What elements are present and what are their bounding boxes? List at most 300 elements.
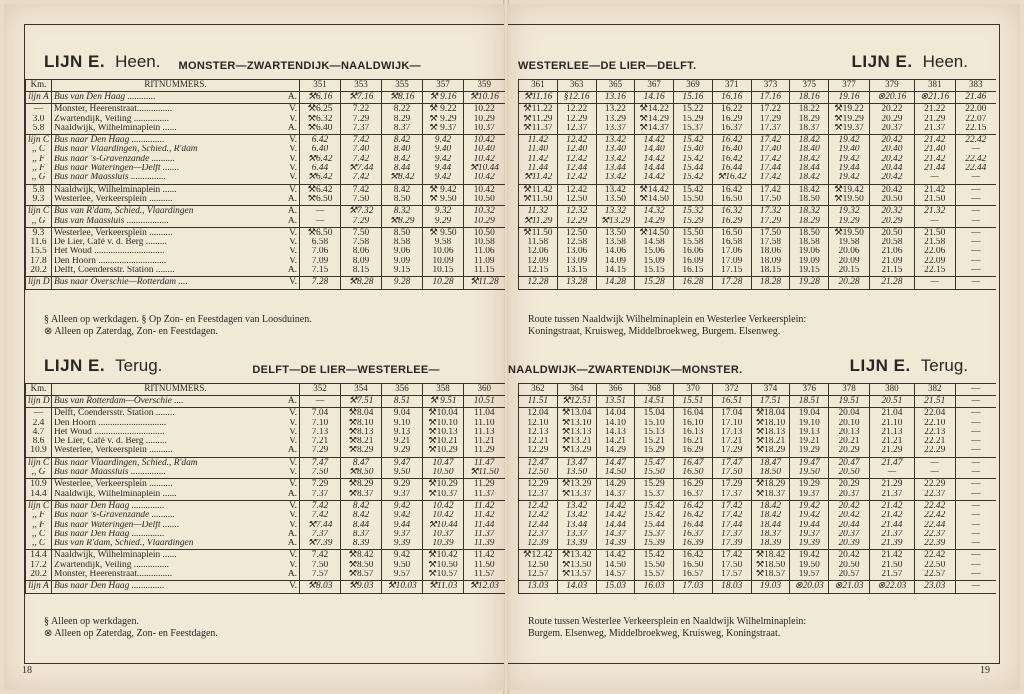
time-cell: 10.42	[464, 173, 505, 184]
time-cell: —	[955, 468, 996, 479]
time-cell: 16.50	[712, 227, 751, 238]
time-cell: ⚒18.04	[751, 408, 790, 419]
time-cell: —	[955, 561, 996, 570]
left-page	[4, 4, 504, 690]
km-cell: —	[26, 104, 52, 115]
time-cell: 21.37	[869, 530, 914, 539]
time-cell: 21.44	[914, 164, 955, 173]
time-cell: 9.06	[382, 247, 423, 256]
time-cell: 17.29	[712, 479, 751, 490]
stop-name: Naaldwijk, Wilhelminaplein ......	[54, 550, 177, 561]
time-cell: 9.39	[382, 539, 423, 550]
time-cell: ⚒10.57	[423, 570, 464, 581]
time-cell: 11.57	[464, 570, 505, 581]
time-cell: ⚒6.42	[300, 155, 341, 164]
time-cell: ⚒7.16	[341, 92, 382, 104]
table-row	[519, 500, 997, 511]
time-cell: 16.44	[674, 521, 713, 530]
time-cell: 13.06	[557, 247, 596, 256]
time-cell: ⚒11.50	[519, 227, 558, 238]
table-row	[26, 457, 505, 468]
time-cell: 18.39	[751, 539, 790, 550]
time-cell: ⚒6.32	[300, 115, 341, 124]
ritnummers-header: RITNUMMERS.	[52, 384, 300, 396]
time-cell: 9.09	[382, 257, 423, 266]
time-cell: 7.09	[300, 257, 341, 266]
heen-header-right	[518, 42, 968, 72]
time-cell: 20.29	[869, 217, 914, 228]
time-cell: 20.42	[829, 500, 870, 511]
time-cell: 19.04	[790, 408, 829, 419]
time-cell: ⚒ 9.22	[423, 104, 464, 115]
time-cell: 9.28	[382, 277, 423, 289]
time-cell: ⚒ 9.50	[423, 195, 464, 206]
time-cell: 13.40	[596, 145, 635, 154]
time-cell: 16.37	[674, 490, 713, 501]
stop-name-cell	[52, 227, 300, 238]
table-row	[26, 419, 505, 428]
time-cell: ⚒13.37	[557, 490, 596, 501]
time-cell: 12.50	[557, 195, 596, 206]
time-cell: 21.58	[914, 238, 955, 247]
terug-route-right: NAALDWIJK—ZWARTENDIJK—MONSTER.	[508, 364, 743, 376]
time-cell: —	[955, 530, 996, 539]
table-row	[519, 550, 997, 561]
time-cell: 17.50	[712, 468, 751, 479]
arr-dep-marker: V.	[289, 511, 297, 521]
note-line: Koningstraat, Kruisweg, Middelbroekweg, Burgem. Elsenweg.	[528, 326, 781, 337]
arr-dep-marker: V.	[289, 520, 297, 530]
time-cell: 17.10	[712, 419, 751, 428]
time-cell: ⚒8.42	[382, 173, 423, 184]
time-cell: ⚒11.29	[519, 115, 558, 124]
time-cell: ⚒6.25	[300, 104, 341, 115]
time-cell: ⚒19.22	[829, 104, 870, 115]
time-cell: ⚒7.39	[300, 539, 341, 550]
time-cell: —	[300, 396, 341, 408]
table-row	[519, 135, 997, 146]
time-cell: 12.57	[519, 570, 558, 581]
time-cell: —	[955, 490, 996, 501]
arr-dep-marker: A.	[287, 489, 297, 499]
table-row	[26, 115, 505, 124]
arr-dep-marker: V.	[289, 408, 297, 419]
time-cell: 6.58	[300, 238, 341, 247]
time-cell: 14.44	[635, 164, 674, 173]
km-cell: lijn C	[26, 135, 52, 146]
time-cell: 17.37	[751, 124, 790, 135]
time-cell: 17.42	[751, 173, 790, 184]
km-cell: 15.5	[26, 247, 52, 256]
time-cell: 21.42	[914, 155, 955, 164]
heen-timetable-right	[518, 79, 996, 290]
time-cell: 20.57	[829, 570, 870, 581]
time-cell: 20.58	[869, 238, 914, 247]
time-cell: 16.10	[674, 419, 713, 428]
trip-number-header: 360	[464, 384, 505, 396]
time-cell: 22.50	[914, 561, 955, 570]
km-cell: 11.6	[26, 238, 52, 247]
time-cell: 23.03	[914, 581, 955, 593]
time-cell: 10.32	[464, 206, 505, 217]
terug-route-left: DELFT—DE LIER—WESTERLEE—	[252, 364, 440, 376]
time-cell: 16.06	[674, 247, 713, 256]
time-cell: 8.37	[341, 530, 382, 539]
time-cell: 12.42	[557, 173, 596, 184]
time-cell: 6.40	[300, 145, 341, 154]
time-cell: —	[955, 173, 996, 184]
time-cell: 7.42	[300, 550, 341, 561]
trip-number-header: 362	[519, 384, 558, 396]
time-cell: 16.39	[674, 539, 713, 550]
time-cell: 8.50	[382, 195, 423, 206]
arr-dep-marker: V.	[289, 104, 297, 115]
time-cell: 8.22	[382, 104, 423, 115]
time-cell: 19.50	[790, 561, 829, 570]
time-cell: ⚒7.51	[341, 396, 382, 408]
time-cell: 18.32	[790, 206, 829, 217]
trip-number-header: 377	[829, 80, 870, 92]
time-cell: ⚒14.42	[635, 184, 674, 195]
time-cell: 12.42	[557, 155, 596, 164]
stop-name: Delft, Coendersstr. Station ........	[54, 266, 175, 276]
time-cell: 17.50	[712, 561, 751, 570]
km-cell: lijn C	[26, 500, 52, 511]
stop-name: Het Woud ..............................	[54, 247, 165, 257]
km-cell: 5.8	[26, 184, 52, 195]
time-cell: 18.16	[790, 92, 829, 104]
time-cell: ⚒12.42	[519, 550, 558, 561]
time-cell: 9.15	[382, 266, 423, 277]
time-cell: 11.40	[519, 145, 558, 154]
stop-name-cell	[52, 145, 300, 154]
time-cell: 21.04	[869, 408, 914, 419]
time-cell: 22.44	[914, 521, 955, 530]
stop-name: Bus van Rotterdam—Overschie ....	[54, 396, 184, 406]
time-cell: 17.13	[712, 428, 751, 437]
time-cell: 18.42	[790, 184, 829, 195]
time-cell: ⚒7.44	[300, 521, 341, 530]
time-cell: 14.10	[596, 419, 635, 428]
time-cell: 19.09	[790, 257, 829, 266]
time-cell: 22.04	[914, 408, 955, 419]
time-cell: 15.28	[635, 277, 674, 289]
time-cell: 19.37	[790, 530, 829, 539]
time-cell: 15.50	[635, 561, 674, 570]
arr-dep-marker: V.	[289, 418, 297, 428]
time-cell: 18.22	[790, 104, 829, 115]
heen-notes-right	[528, 314, 806, 338]
time-cell: 21.47	[869, 457, 914, 468]
time-cell: 19.32	[829, 206, 870, 217]
time-cell: ⚒18.50	[751, 561, 790, 570]
time-cell: 20.42	[869, 135, 914, 146]
time-cell: 22.39	[914, 539, 955, 550]
time-cell: ⚒10.10	[423, 419, 464, 428]
time-cell: 20.29	[829, 446, 870, 457]
arr-dep-marker: A.	[287, 570, 297, 580]
time-cell: 18.42	[751, 500, 790, 511]
time-cell: 7.13	[300, 428, 341, 437]
time-cell: 15.50	[674, 227, 713, 238]
trip-number-header: 383	[955, 80, 996, 92]
table-row	[519, 490, 997, 501]
table-row	[26, 206, 505, 217]
time-cell: 13.16	[596, 92, 635, 104]
time-cell: 17.37	[712, 490, 751, 501]
time-cell: 13.42	[557, 511, 596, 520]
time-cell: 11.51	[519, 396, 558, 408]
km-cell: ,, C	[26, 539, 52, 550]
table-row	[26, 227, 505, 238]
time-cell: 19.42	[790, 550, 829, 561]
time-cell: 18.42	[751, 511, 790, 520]
km-cell: —	[26, 408, 52, 419]
arr-dep-marker: V.	[289, 427, 297, 437]
km-cell: 14.4	[26, 550, 52, 561]
time-cell: 22.10	[914, 419, 955, 428]
time-cell: 10.42	[464, 155, 505, 164]
time-cell: 15.50	[635, 468, 674, 479]
time-cell: 8.42	[382, 135, 423, 146]
time-cell: 11.58	[519, 238, 558, 247]
time-cell: 11.42	[519, 155, 558, 164]
time-cell: 15.06	[635, 247, 674, 256]
time-cell: 20.44	[869, 164, 914, 173]
time-cell: 17.51	[751, 396, 790, 408]
time-cell: 21.37	[869, 490, 914, 501]
time-cell: 12.47	[519, 457, 558, 468]
stop-name-cell	[52, 511, 300, 520]
time-cell: 13.44	[596, 164, 635, 173]
time-cell: 21.06	[869, 247, 914, 256]
time-cell: ⚒10.37	[423, 490, 464, 501]
trip-number-header: 375	[790, 80, 829, 92]
time-cell: 21.10	[869, 419, 914, 428]
time-cell: 10.22	[464, 104, 505, 115]
time-cell: ⚒8.57	[341, 570, 382, 581]
time-cell: 19.29	[790, 446, 829, 457]
terug-lijn-title: LIJN E.	[44, 356, 106, 375]
table-row	[519, 570, 997, 581]
terug-timetable-right	[518, 383, 996, 594]
stop-name: Westerlee, Verkeersplein ..........	[54, 194, 173, 204]
time-cell: 12.29	[519, 446, 558, 457]
arr-dep-marker: V.	[289, 500, 297, 511]
arr-dep-marker: V.	[289, 256, 297, 266]
time-cell: 21.50	[869, 561, 914, 570]
stop-name: Westerlee, Verkeersplein ..........	[54, 479, 173, 490]
time-cell: 19.10	[790, 419, 829, 428]
time-cell: 14.37	[596, 490, 635, 501]
time-cell: 14.32	[635, 206, 674, 217]
time-cell: 11.21	[464, 437, 505, 446]
page-number-right: 19	[980, 665, 990, 676]
time-cell: 15.29	[674, 115, 713, 124]
time-cell: 12.42	[557, 184, 596, 195]
time-cell: 16.42	[712, 135, 751, 146]
stop-name-cell	[52, 396, 300, 408]
stop-name: Bus naar Den Haag ..............	[54, 500, 165, 511]
arr-dep-marker: V.	[289, 560, 297, 570]
time-cell: 9.50	[382, 468, 423, 479]
stop-name-cell	[52, 206, 300, 217]
time-cell: 15.37	[674, 124, 713, 135]
stop-name: Bus naar 's-Gravenzande ..........	[54, 154, 176, 164]
time-cell: 16.22	[712, 104, 751, 115]
time-cell: 20.50	[829, 468, 870, 479]
time-cell: 12.22	[557, 104, 596, 115]
time-cell: 13.15	[557, 266, 596, 277]
km-cell: 9.3	[26, 195, 52, 206]
time-cell: 17.21	[712, 437, 751, 446]
time-cell: 19.15	[790, 266, 829, 277]
time-cell: 7.50	[341, 227, 382, 238]
km-cell: 20.2	[26, 570, 52, 581]
time-cell: 22.42	[914, 500, 955, 511]
time-cell: 15.29	[635, 446, 674, 457]
time-cell: 9.13	[382, 428, 423, 437]
time-cell: 19.13	[790, 428, 829, 437]
time-cell: 12.40	[557, 145, 596, 154]
time-cell: 22.44	[955, 164, 996, 173]
stop-name-cell	[52, 92, 300, 104]
stop-name: Bus naar 's-Gravenzande ..........	[54, 511, 176, 521]
arr-dep-marker: A.	[287, 92, 297, 102]
time-cell: 12.37	[519, 530, 558, 539]
time-cell: 7.22	[341, 104, 382, 115]
time-cell: 12.13	[519, 428, 558, 437]
trip-number-header: 363	[557, 80, 596, 92]
time-cell: ⚒18.42	[751, 550, 790, 561]
time-cell: 14.42	[596, 550, 635, 561]
time-cell: 19.44	[790, 521, 829, 530]
terug-lijn-title-right: LIJN E.	[849, 356, 911, 375]
time-cell: 9.37	[382, 530, 423, 539]
trip-number-header: 378	[829, 384, 870, 396]
time-cell: 14.42	[596, 500, 635, 511]
time-cell: 11.37	[464, 530, 505, 539]
time-cell: 20.13	[829, 428, 870, 437]
time-cell: ⚒6.50	[300, 195, 341, 206]
time-cell: 14.47	[596, 457, 635, 468]
time-cell: ⚒10.13	[423, 428, 464, 437]
stop-name-cell	[52, 266, 300, 277]
time-cell: 21.32	[914, 206, 955, 217]
time-cell: 17.50	[751, 195, 790, 206]
time-cell: 9.21	[382, 437, 423, 446]
time-cell: 16.42	[712, 184, 751, 195]
time-cell: 10.58	[464, 238, 505, 247]
time-cell: 8.44	[382, 164, 423, 173]
time-cell: 16.16	[712, 92, 751, 104]
table-row	[519, 408, 997, 419]
time-cell: —	[955, 184, 996, 195]
stop-name-cell	[52, 104, 300, 115]
arr-dep-marker: A.	[287, 446, 297, 456]
km-cell: 10.9	[26, 479, 52, 490]
time-cell: 12.42	[519, 500, 558, 511]
time-cell: 19.42	[829, 155, 870, 164]
arr-dep-marker: V.	[289, 457, 297, 468]
time-cell: 7.42	[341, 135, 382, 146]
time-cell: 10.28	[423, 277, 464, 289]
time-cell: 19.39	[790, 539, 829, 550]
heen-route-left: MONSTER—ZWARTENDIJK—NAALDWIJK—	[178, 60, 421, 72]
km-cell: lijn D	[26, 396, 52, 408]
time-cell: 15.21	[635, 437, 674, 446]
trip-number-header: 354	[341, 384, 382, 396]
time-cell: ⚒11.16	[519, 92, 558, 104]
time-cell: ⚒11.50	[519, 195, 558, 206]
time-cell: 15.15	[635, 266, 674, 277]
time-cell: ⚒13.21	[557, 437, 596, 446]
time-cell: 11.37	[464, 490, 505, 501]
time-cell: 22.15	[955, 124, 996, 135]
time-cell: 14.03	[557, 581, 596, 593]
time-cell: 14.13	[596, 428, 635, 437]
table-row	[26, 135, 505, 146]
time-cell: 16.28	[674, 277, 713, 289]
table-row	[519, 539, 997, 550]
time-cell: 16.29	[712, 115, 751, 124]
time-cell: 18.28	[751, 277, 790, 289]
time-cell: 7.15	[300, 266, 341, 277]
time-cell: 15.29	[635, 479, 674, 490]
time-cell: 16.42	[674, 500, 713, 511]
time-cell: 16.50	[712, 195, 751, 206]
table-row	[26, 511, 505, 520]
time-cell: ⚒8.42	[341, 550, 382, 561]
time-cell: ⚒6.42	[300, 184, 341, 195]
time-cell: 11.42	[464, 500, 505, 511]
time-cell: —	[955, 581, 996, 593]
arr-dep-marker: V.	[289, 437, 297, 447]
time-cell: 13.42	[596, 135, 635, 146]
km-cell: ,, G	[26, 468, 52, 479]
time-cell: 20.51	[869, 396, 914, 408]
stop-name: Bus van R'dam, Schied., Vlaardingen	[54, 539, 194, 549]
stop-name: Bus naar Vlaardingen, Schied., R'dam	[54, 145, 198, 155]
trip-number-header: 373	[751, 80, 790, 92]
time-cell: 13.58	[596, 238, 635, 247]
trip-number-header: 367	[635, 80, 674, 92]
time-cell: 7.29	[341, 217, 382, 228]
time-cell: 7.42	[341, 155, 382, 164]
time-cell: 11.42	[464, 550, 505, 561]
stop-name-cell	[52, 490, 300, 501]
time-cell: 16.04	[674, 408, 713, 419]
arr-dep-marker: A.	[287, 529, 297, 539]
time-cell: ⚒10.21	[423, 437, 464, 446]
stop-name-cell	[52, 195, 300, 206]
time-cell: 17.29	[751, 115, 790, 124]
time-cell: 22.13	[914, 428, 955, 437]
stop-name-cell	[52, 173, 300, 184]
time-cell: 11.47	[464, 457, 505, 468]
page-number-left: 18	[22, 665, 32, 676]
time-cell: 17.47	[712, 457, 751, 468]
time-cell: 18.37	[790, 124, 829, 135]
time-cell: 21.29	[869, 446, 914, 457]
time-cell: 11.42	[519, 135, 558, 146]
trip-number-header: 381	[914, 80, 955, 92]
time-cell: —	[955, 266, 996, 277]
time-cell: 11.13	[464, 428, 505, 437]
time-cell: 12.37	[557, 124, 596, 135]
stop-name-cell	[52, 561, 300, 570]
time-cell: 17.09	[712, 257, 751, 266]
